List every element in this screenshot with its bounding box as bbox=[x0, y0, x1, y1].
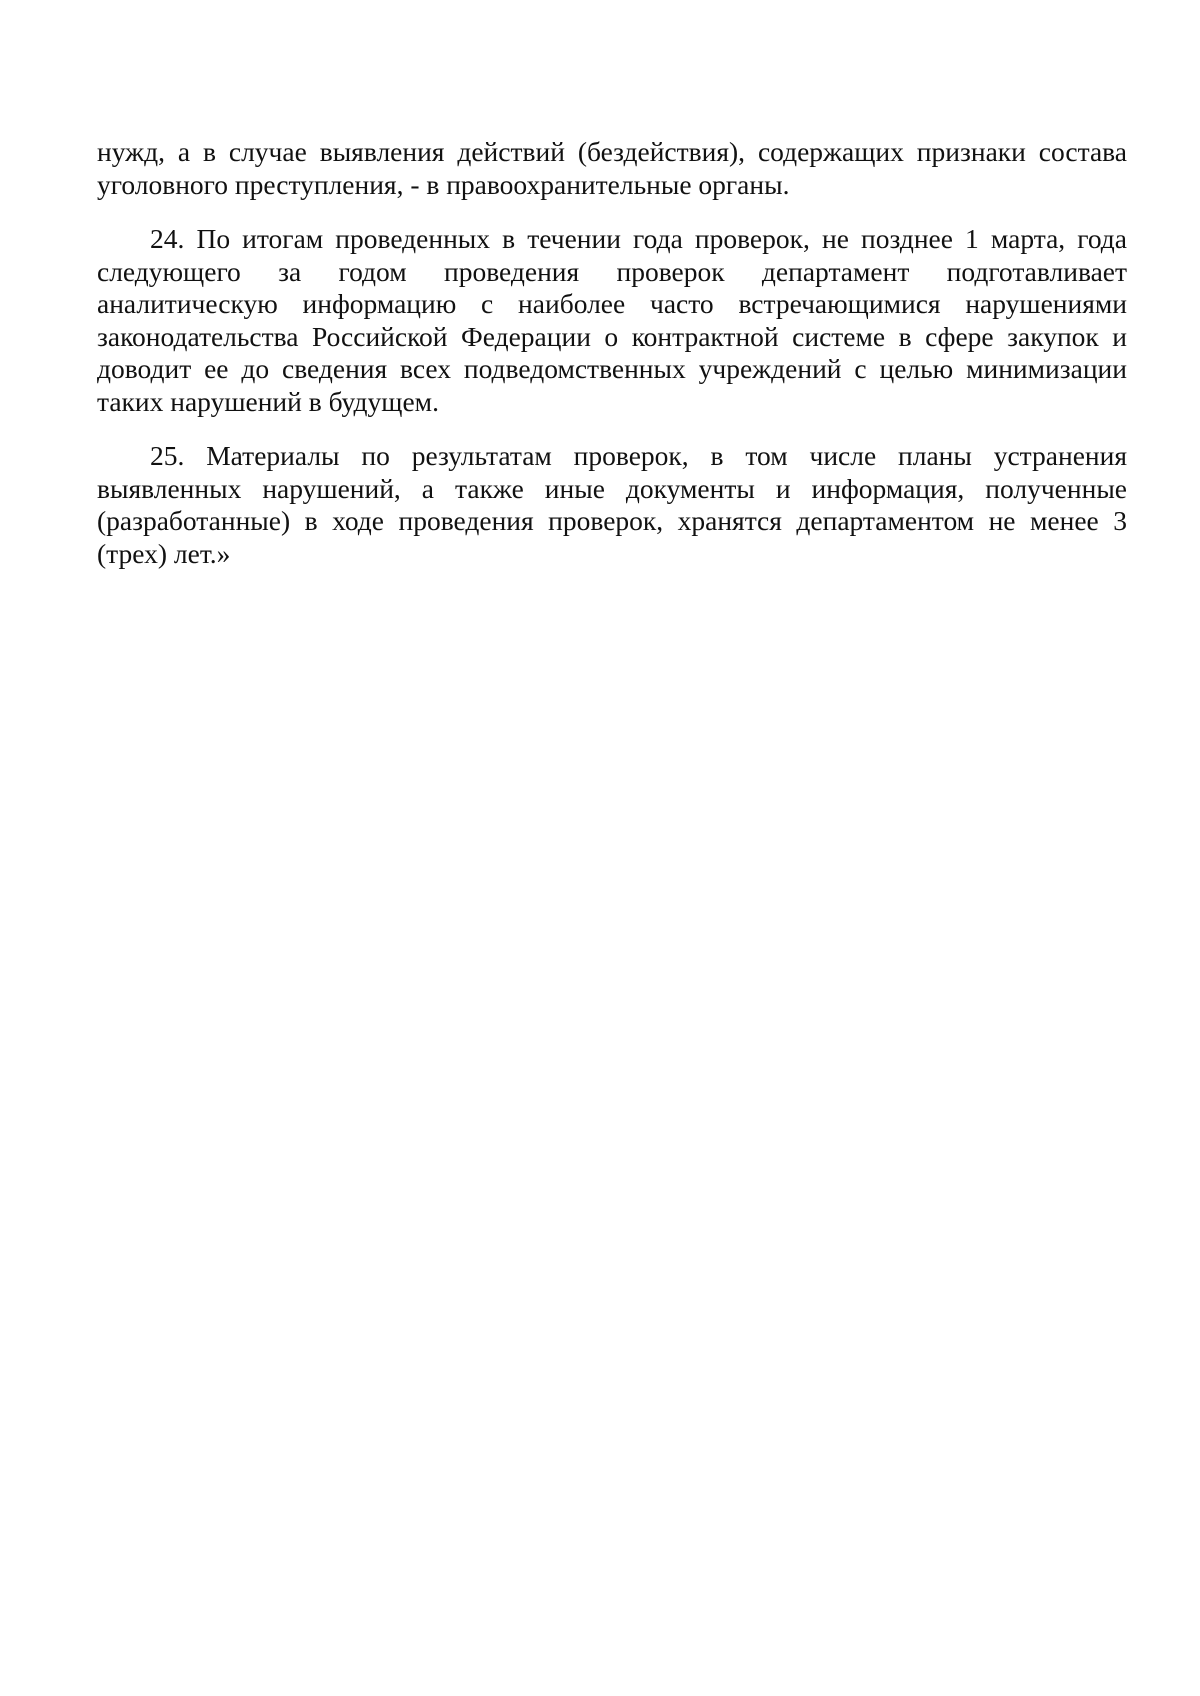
paragraph-item-25: 25. Материалы по результатам проверок, в том числе планы устранения выявленных нарушений, а также иные документы и информация, полученные (разработанные) в ходе проведения проверок, хранятся департаментом не менее 3 (трех) лет.» bbox=[97, 440, 1127, 569]
paragraph-item-24: 24. По итогам проведенных в течении года проверок, не позднее 1 марта, года следующего за годом проведения проверок департамент подготавливает аналитическую информацию с наиболее часто встречающимися нарушениями законодательства Российской Федерации о контрактной системе в сфере закупок и доводит ее до сведения всех подведомственных учреждений с целью минимизации таких нарушений в будущем. bbox=[97, 223, 1127, 417]
document-body bbox=[97, 136, 1127, 592]
paragraph-continuation: нужд, а в случае выявления действий (бездействия), содержащих признаки состава уголовного преступления, - в правоохранительные органы. bbox=[97, 136, 1127, 200]
